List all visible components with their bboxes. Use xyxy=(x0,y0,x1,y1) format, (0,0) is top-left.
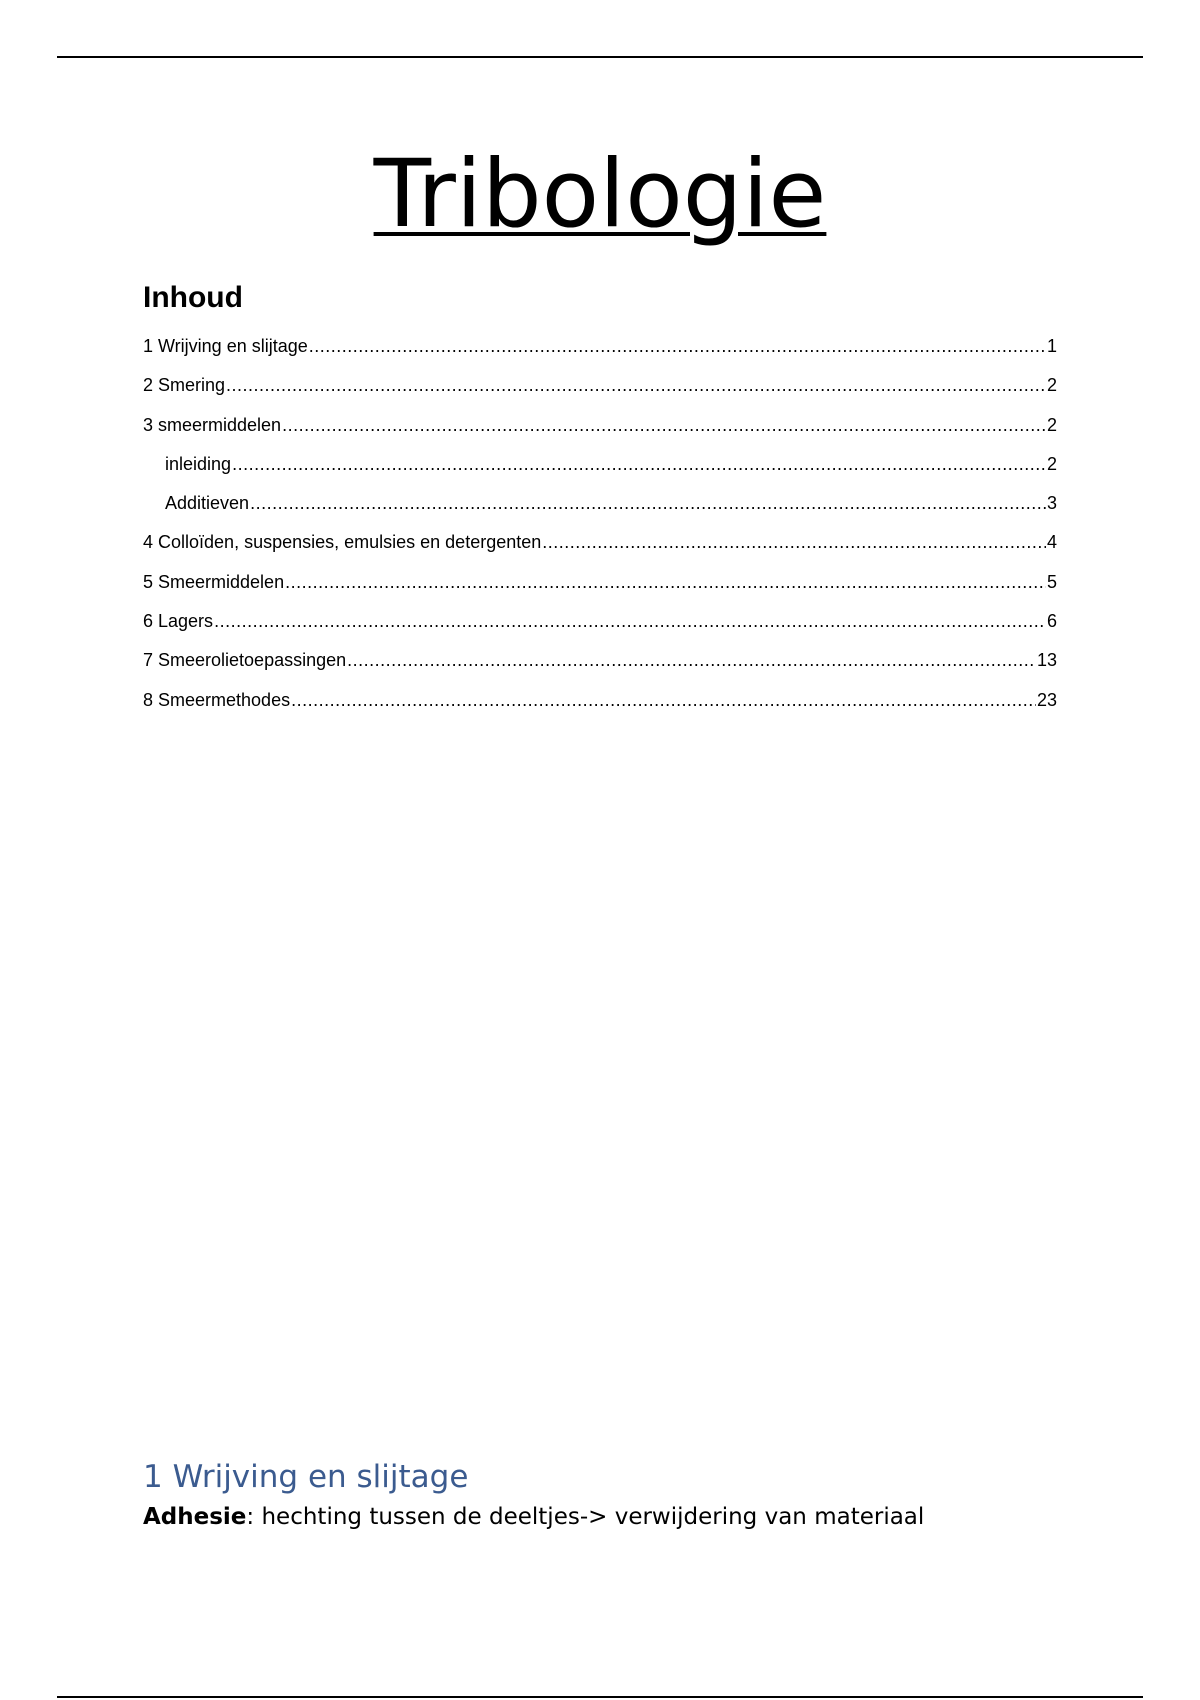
toc-entry-page: 2 xyxy=(1046,414,1057,435)
toc-entry-label: 4 Colloïden, suspensies, emulsies en detergenten xyxy=(143,532,542,553)
toc-entry[interactable] xyxy=(143,330,1057,369)
toc-dot-leader xyxy=(309,330,1046,362)
toc-subentry[interactable] xyxy=(143,487,1057,526)
toc-entry-page: 4 xyxy=(1046,532,1057,553)
toc-dot-leader xyxy=(542,526,1046,558)
toc-dot-leader xyxy=(250,487,1046,519)
toc-entry[interactable] xyxy=(143,409,1057,448)
toc-entry-page: 3 xyxy=(1046,493,1057,514)
toc-heading: Inhoud xyxy=(143,281,243,314)
toc-entry-label: inleiding xyxy=(165,453,232,474)
document-title: Tribologie xyxy=(373,140,827,249)
section-heading: 1 Wrijving en slijtage xyxy=(143,1459,469,1495)
toc-entry-label: 3 smeermiddelen xyxy=(143,414,282,435)
toc-entry[interactable] xyxy=(143,605,1057,644)
toc-entry-label: 5 Smeermiddelen xyxy=(143,571,285,592)
toc-dot-leader xyxy=(291,684,1036,716)
toc-dot-leader xyxy=(226,369,1046,401)
toc-entry-label: Additieven xyxy=(165,493,250,514)
toc-entry-page: 2 xyxy=(1046,375,1057,396)
toc-entry-page: 1 xyxy=(1046,336,1057,356)
toc-entry[interactable] xyxy=(143,369,1057,408)
header-rule xyxy=(57,56,1143,58)
toc-dot-leader xyxy=(285,566,1046,598)
toc-entry-label: 1 Wrijving en slijtage xyxy=(143,336,308,356)
toc-entry-label: 6 Lagers xyxy=(143,611,214,632)
toc-entry-page: 23 xyxy=(1036,689,1057,710)
toc-entry[interactable] xyxy=(143,684,1057,723)
toc-entry-page: 13 xyxy=(1036,650,1057,671)
toc-dot-leader xyxy=(214,605,1046,637)
toc-entry-page: 6 xyxy=(1046,611,1057,632)
toc-entry-label: 2 Smering xyxy=(143,375,226,396)
footer-rule xyxy=(57,1696,1143,1698)
toc-entry[interactable] xyxy=(143,566,1057,605)
toc-entry-page: 2 xyxy=(1046,453,1057,474)
toc-dot-leader xyxy=(282,409,1046,441)
table-of-contents xyxy=(143,330,1057,723)
toc-entry[interactable] xyxy=(143,526,1057,565)
toc-dot-leader xyxy=(347,644,1036,676)
definition-text: : hechting tussen de deeltjes-> verwijdering van materiaal xyxy=(246,1504,925,1530)
toc-entry-label: 8 Smeermethodes xyxy=(143,689,291,710)
definition-term: Adhesie xyxy=(143,1504,247,1530)
definition-paragraph xyxy=(143,1502,924,1532)
toc-entry-page: 5 xyxy=(1046,571,1057,592)
toc-dot-leader xyxy=(232,448,1046,480)
toc-entry[interactable] xyxy=(143,644,1057,683)
toc-entry-label: 7 Smeerolietoepassingen xyxy=(143,650,347,671)
toc-subentry[interactable] xyxy=(143,448,1057,487)
